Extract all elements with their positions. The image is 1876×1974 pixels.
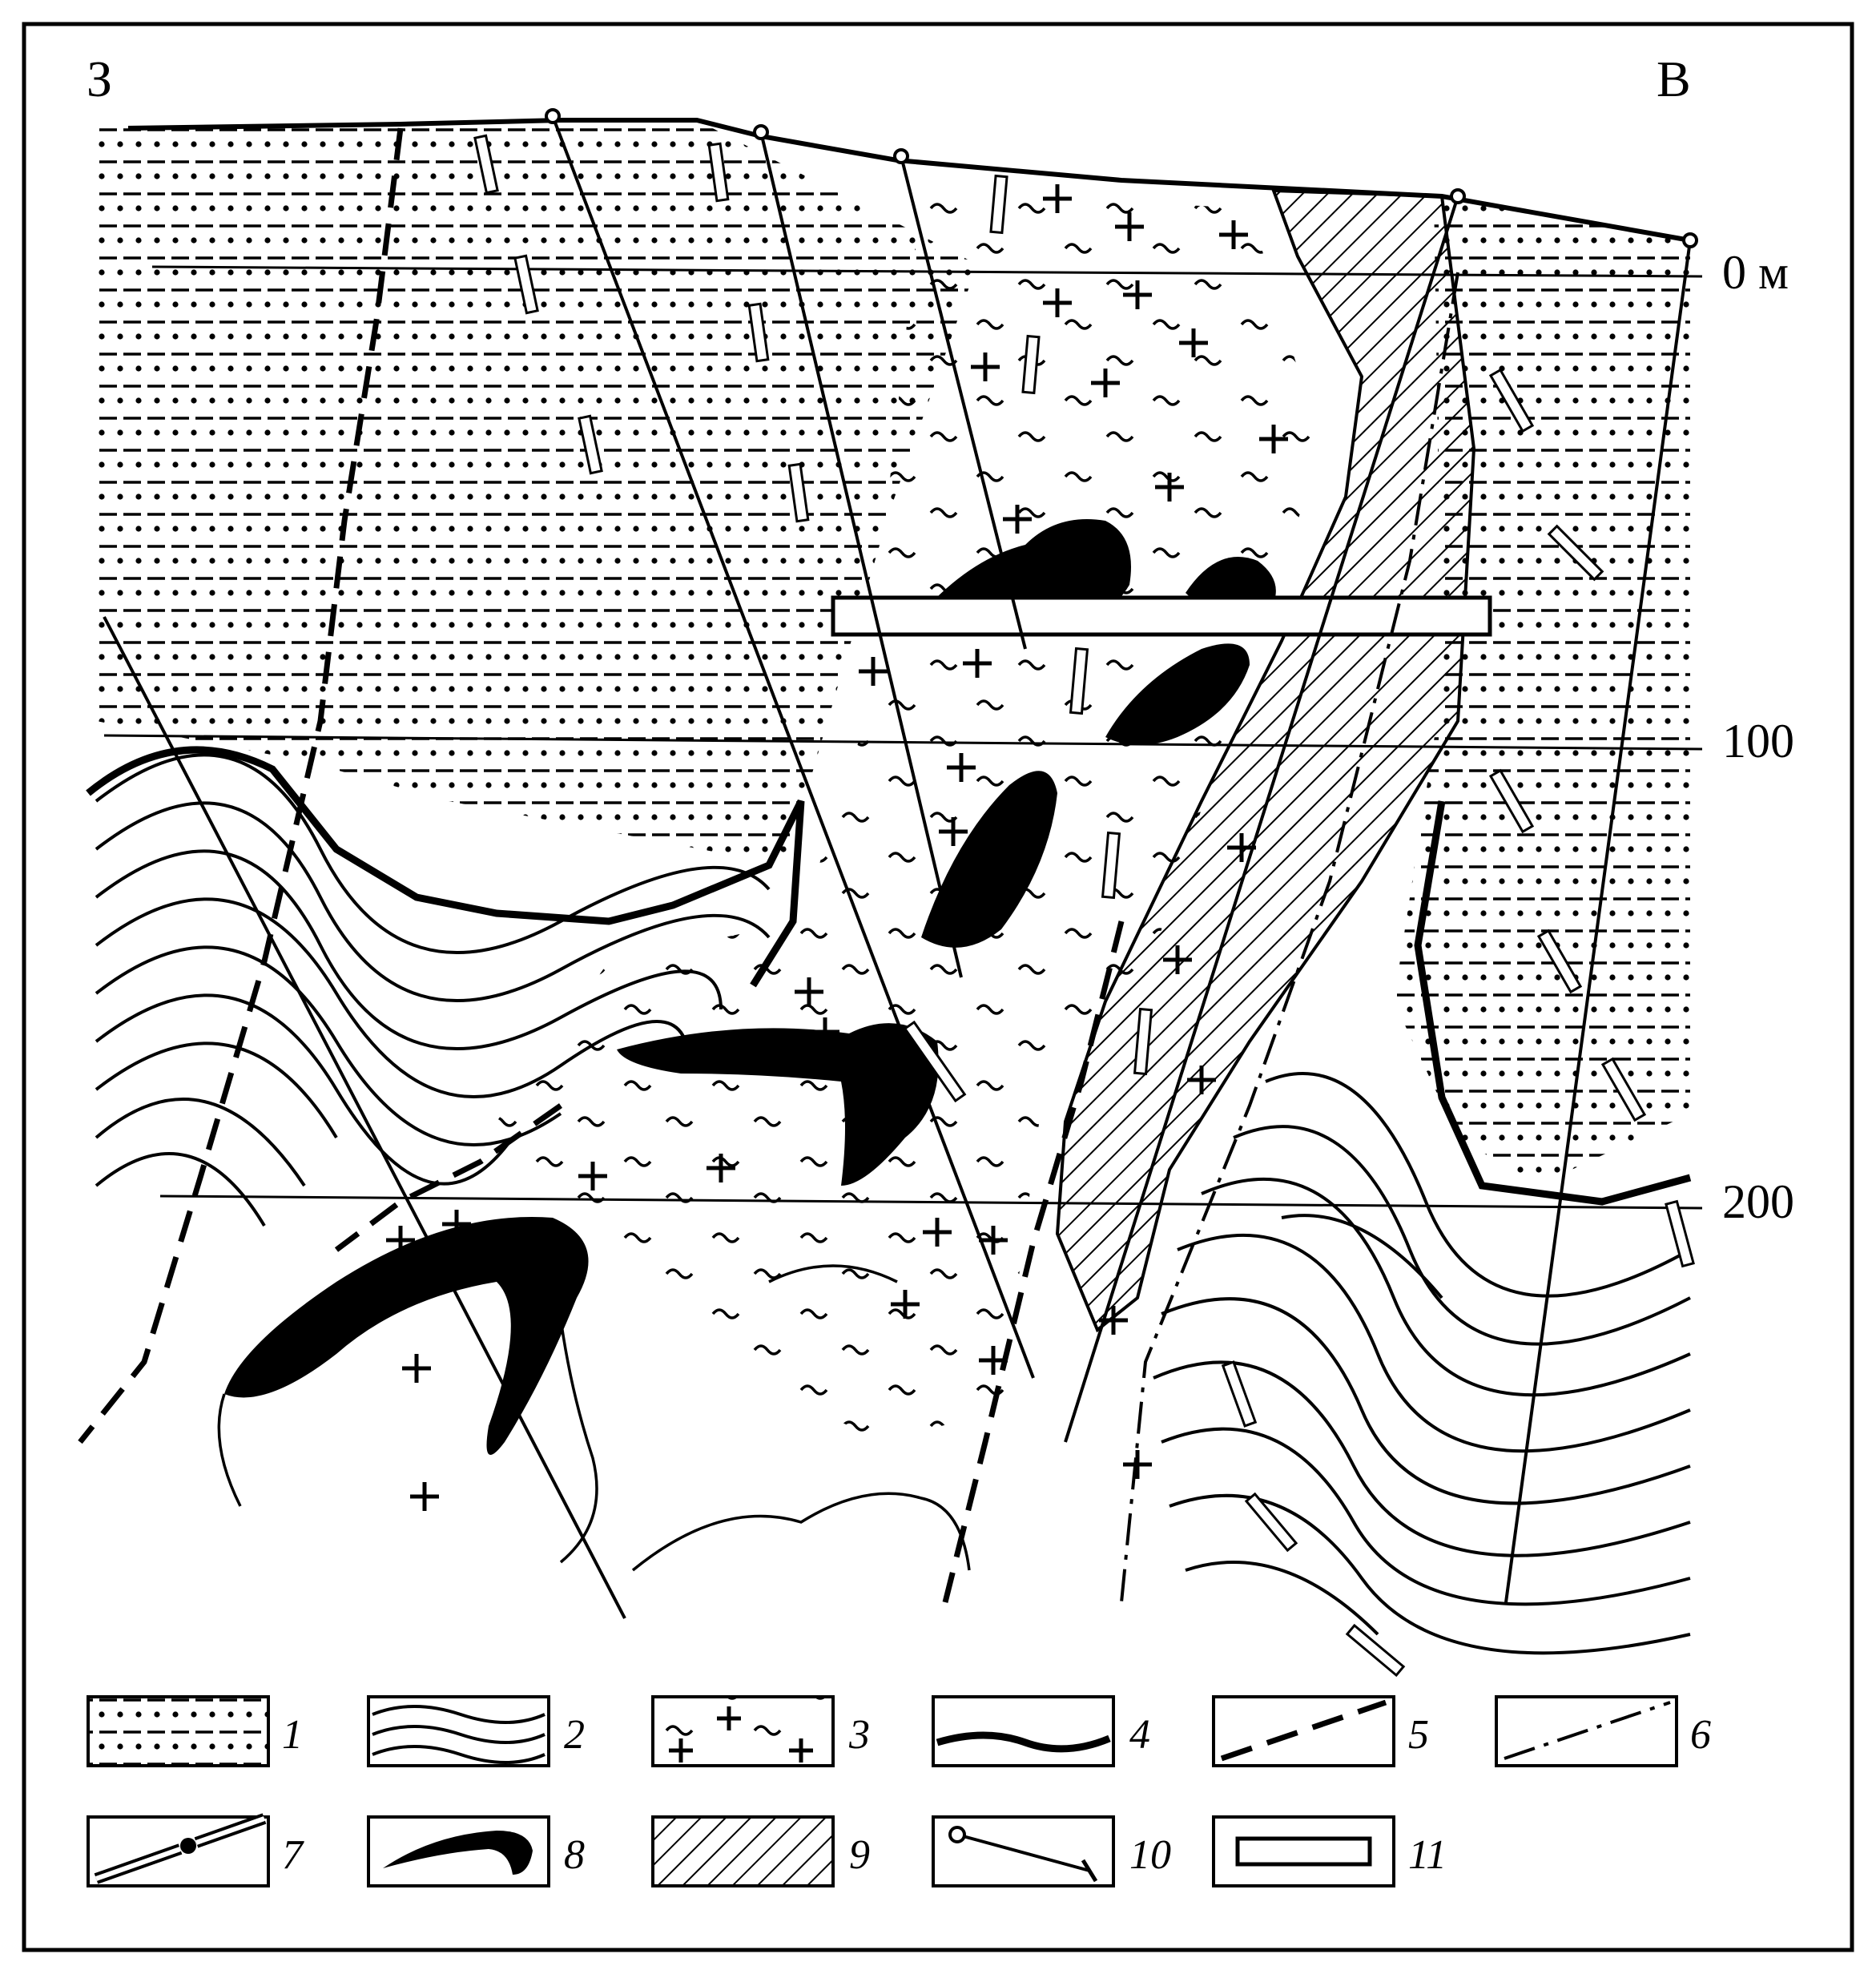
legend <box>88 1697 1711 1886</box>
legend-number-4: 4 <box>1129 1712 1150 1758</box>
legend-item-10 <box>933 1817 1171 1886</box>
legend-item-6 <box>1496 1697 1711 1766</box>
east-label: В <box>1657 50 1691 107</box>
legend-item-4 <box>933 1697 1150 1766</box>
legend-number-6: 6 <box>1690 1712 1711 1758</box>
legend-number-3: 3 <box>849 1712 870 1758</box>
section-area <box>80 110 1702 1675</box>
depth-label-0: 0 м <box>1722 246 1789 299</box>
legend-item-5 <box>1214 1697 1429 1766</box>
depth-label-200: 200 <box>1722 1175 1794 1228</box>
legend-item-1 <box>88 1697 303 1766</box>
legend-item-3 <box>653 1697 870 1766</box>
legend-number-9: 9 <box>849 1832 870 1878</box>
legend-number-1: 1 <box>282 1712 303 1758</box>
legend-item-9 <box>653 1817 870 1886</box>
west-label: З <box>87 50 113 107</box>
legend-number-11: 11 <box>1408 1832 1447 1878</box>
legend-number-7: 7 <box>282 1832 303 1878</box>
legend-number-2: 2 <box>564 1712 585 1758</box>
legend-number-8: 8 <box>564 1832 585 1878</box>
legend-number-5: 5 <box>1408 1712 1429 1758</box>
legend-number-10: 10 <box>1129 1832 1171 1878</box>
legend-item-8 <box>368 1817 585 1886</box>
legend-item-2 <box>368 1697 585 1766</box>
legend-item-7 <box>88 1817 304 1886</box>
legend-item-11 <box>1214 1817 1447 1886</box>
unit-8-ore-body-large <box>224 1217 589 1455</box>
depth-label-100: 100 <box>1722 715 1794 767</box>
